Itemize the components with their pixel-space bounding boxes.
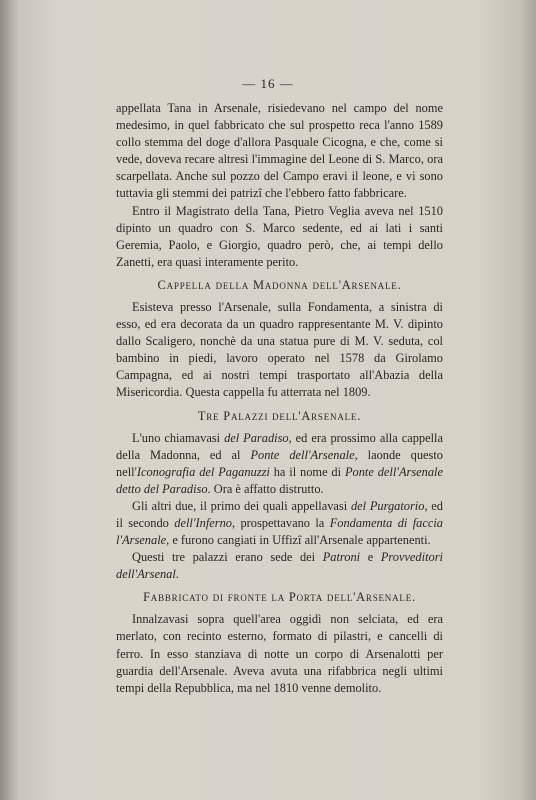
fabbricato-paragraph: Innalzavasi sopra quell'area oggidì non selciata, ed era merlato, con recinto esterno, formato di pilastri, e cancelli di ferro. In esso stanziava di notte un corpo di Arsenalotti per guardia dell'Arsenale. Aveva avuta una rifabbrica negli ultimi tempi della Repubblica, ma nel 1810 venne demolito.: [116, 612, 443, 695]
italic-run: Fondamenta di faccia l'Arsenale: [116, 515, 443, 548]
text-run: Gli altri due, il primo dei quali appellavasi: [132, 498, 351, 513]
text-run: ha il nome di: [269, 464, 345, 479]
italic-run: del Purgatorio: [350, 498, 425, 513]
cappella-paragraph: Esisteva presso l'Arsenale, sulla Fondamenta, a sinistra di esso, ed era decorata da un quadro rappresentante M. V. dipinto dallo Scaligero, nonchè da una statua pure di M. V. seduta, col bambino in piedi, lavoro operato nel 1578 da Girolamo Campagna, ed ai nostri tempi trasportato all'Abazia della Misericordia. Questa cappella fu atterrata nel 1809.: [116, 299, 443, 400]
text-run: , e furono cangiati in Uffizî all'Arsenale appartenenti.: [166, 533, 431, 548]
italic-run: dell'Inferno: [174, 515, 232, 530]
italic-run: Patroni: [322, 550, 361, 565]
text-run: , laonde questo nell': [116, 447, 443, 479]
text-run: Questi tre palazzi erano sede dei: [132, 550, 323, 565]
text-run: , prospettavano la: [231, 515, 330, 530]
page-number: — 16 —: [242, 76, 294, 91]
italic-run: Ponte dell'Arsenale detto del Paradiso: [116, 464, 444, 496]
palazzi-heading: Tre Palazzi dell'Arsenale.: [197, 408, 362, 423]
text-run: . Ora è affatto distrutto.: [207, 481, 324, 496]
palazzi-paragraph-3: [116, 549, 443, 583]
text-run: , ed era prossimo alla cappella della Madonna, ed al: [116, 430, 443, 462]
text-run: , ed il secondo: [116, 498, 443, 530]
palazzi-paragraph-2: [116, 498, 443, 549]
italic-run: Ponte dell'Arsenale: [250, 447, 355, 462]
text-run: .: [175, 567, 179, 582]
cappella-heading: Cappella della Madonna dell'Arsenale.: [157, 277, 402, 292]
text-run: L'uno chiamavasi: [132, 430, 225, 445]
text-run: e: [360, 550, 381, 565]
intro-paragraph-1: appellata Tana in Arsenale, risiedevano nel campo del nome medesimo, in quel fabbricato che sul prospetto reca l'anno 1589 collo stemma del doge d'allora Pasquale Cicogna, e che, come si vede, doveva recare altresì l'immagine del Leone di S. Marco, ora scarpellata. Anche sul pozzo del Campo eravi il leone, e vi sono tuttavia gli stemmi dei patrizî che l'ebbero fatto fabbricare.: [116, 101, 443, 201]
palazzi-paragraph-1: [116, 430, 443, 498]
body-text: [116, 100, 443, 697]
italic-run: Provveditori dell'Arsenal: [116, 550, 443, 582]
italic-run: del Paradiso: [224, 430, 289, 445]
intro-paragraph-2: Entro il Magistrato della Tana, Pietro Veglia aveva nel 1510 dipinto un quadro con S. Marco sedente, ed ai lati i santi Geremia, Paolo, e Giorgio, quadro però, che, ai tempi dello Zanetti, era quasi interamente perito.: [116, 203, 443, 269]
fabbricato-heading: Fabbricato di fronte la Porta dell'Arsenale.: [143, 590, 416, 605]
italic-run: Iconografia del Paganuzzi: [136, 464, 270, 479]
